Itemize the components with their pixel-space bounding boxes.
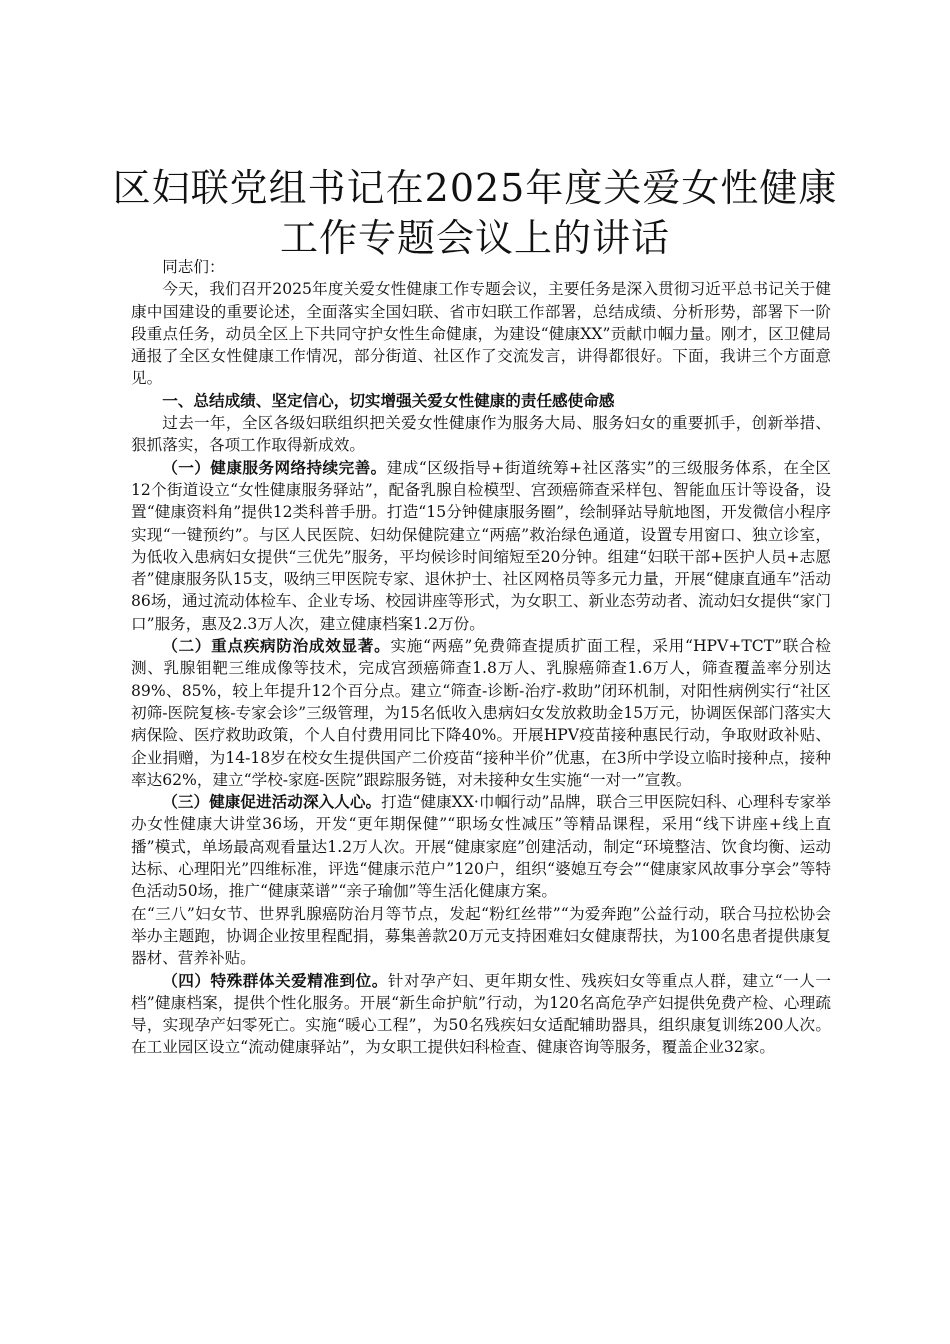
item-paragraph-4 bbox=[131, 970, 831, 1059]
document-title: 区妇联党组书记在2025年度关爱女性健康工作专题会议上的讲话 bbox=[112, 166, 838, 260]
section-intro-paragraph: 过去一年，全区各级妇联组织把关爱女性健康作为服务大局、服务妇女的重要抓手，创新举措、狠抓落实，各项工作取得新成效。 bbox=[131, 414, 831, 455]
item-text-3: 打造“健康XX·巾帼行动”品牌，联合三甲医院妇科、心理科专家举办女性健康大讲堂36场，开发“更年期保健”“职场女性减压”等精品课程，采用“线下讲座+线上直播”模式，单场最高观看量达1.2万人次。开展“健康家庭”创建活动，制定“环境整洁、饮食均衡、运动达标、心理阳光”四维标准，评选“健康示范户”120户，组织“婆媳互夸会”“健康家风故事分享会”等特色活动50场，推广“健康菜谱”“亲子瑜伽”等生活化健康方案。 bbox=[131, 793, 831, 901]
salutation: 同志们： bbox=[162, 258, 225, 276]
item-paragraph-3-continued: 在“三八”妇女节、世界乳腺癌防治月等节点，发起“粉红丝带”“为爱奔跑”公益行动，联合马拉松协会举办主题跑，协调企业按里程配捐，募集善款20万元支持困难妇女健康帮扶，为100名患者提供康复器材、营养补贴。 bbox=[131, 904, 831, 968]
section-heading-1: 一、总结成绩、坚定信心，切实增强关爱女性健康的责任感使命感 bbox=[162, 390, 615, 410]
item-paragraph-1 bbox=[131, 457, 831, 635]
intro-paragraph: 今天，我们召开2025年度关爱女性健康工作专题会议，主要任务是深入贯彻习近平总书记关于健康中国建设的重要论述，全面落实全国妇联、省市妇联工作部署，总结成绩、分析形势，部署下一阶段重点任务，动员全区上下共同守护女性生命健康，为建设“健康XX”贡献巾帼力量。刚才，区卫健局通报了全区女性健康工作情况，部分街道、社区作了交流发言，讲得都很好。下面，我讲三个方面意见。 bbox=[131, 280, 831, 388]
item-paragraph-3 bbox=[131, 791, 831, 902]
item-text-4: 针对孕产妇、更年期女性、残疾妇女等重点人群，建立“一人一档”健康档案，提供个性化服务。开展“新生命护航”行动，为120名高危孕产妇提供免费产检、心理疏导，实现孕产妇零死亡。实施“暖心工程”，为50名残疾妇女适配辅助器具，组织康复训练200人次。在工业园区设立“流动健康驿站”，为女职工提供妇科检查、健康咨询等服务，覆盖企业32家。 bbox=[131, 971, 831, 1057]
item-heading-4: （四）特殊群体关爱精准到位。 bbox=[162, 970, 388, 990]
item-heading-3: （三）健康促进活动深入人心。 bbox=[162, 792, 382, 812]
item-heading-1: （一）健康服务网络持续完善。 bbox=[162, 457, 387, 477]
item-text-1: 建成“区级指导+街道统筹+社区落实”的三级服务体系，在全区12个街道设立“女性健康服务驿站”，配备乳腺自检模型、宫颈癌筛查采样包、智能血压计等设备，设置“健康资料角”提供12类科普手册。打造“15分钟健康服务圈”，绘制驿站导航地图，开发微信小程序实现“一键预约”。与区人民医院、妇幼保健院建立“两癌”救治绿色通道，设置专用窗口、独立诊室，为低收入患病妇女提供“三优先”服务，平均候诊时间缩短至20分钟。组建“妇联干部+医护人员+志愿者”健康服务队15支，吸纳三甲医院专家、退休护士、社区网格员等多元力量，开展“健康直通车”活动86场，通过流动体检车、企业专场、校园讲座等形式，为女职工、新业态劳动者、流动妇女提供“家门口”服务，惠及2.3万人次，建立健康档案1.2万份。 bbox=[131, 458, 831, 633]
item-paragraph-2 bbox=[131, 635, 831, 791]
item-text-2: 实施“两癌”免费筛查提质扩面工程，采用“HPV+TCT”联合检测、乳腺钼靶三维成像等技术，完成宫颈癌筛查1.8万人、乳腺癌筛查1.6万人，筛查覆盖率分别达89%、85%，较上年提升12个百分点。建立“筛查-诊断-治疗-救助”闭环机制，对阳性病例实行“社区初筛-医院复核-专家会诊”三级管理，为15名低收入患病妇女发放救助金15万元，协调医保部门落实大病保险、医疗救助政策，个人自付费用同比下降40%。开展HPV疫苗接种惠民行动，争取财政补贴、企业捐赠，为14-18岁在校女生提供国产二价疫苗“接种半价”优惠，在3所中学设立临时接种点，接种率达62%，建立“学校-家庭-医院”跟踪服务链，对未接种女生实施“一对一”宣教。 bbox=[131, 637, 831, 789]
item-heading-2: （二）重点疾病防治成效显著。 bbox=[162, 636, 391, 656]
document-body bbox=[131, 256, 831, 1059]
